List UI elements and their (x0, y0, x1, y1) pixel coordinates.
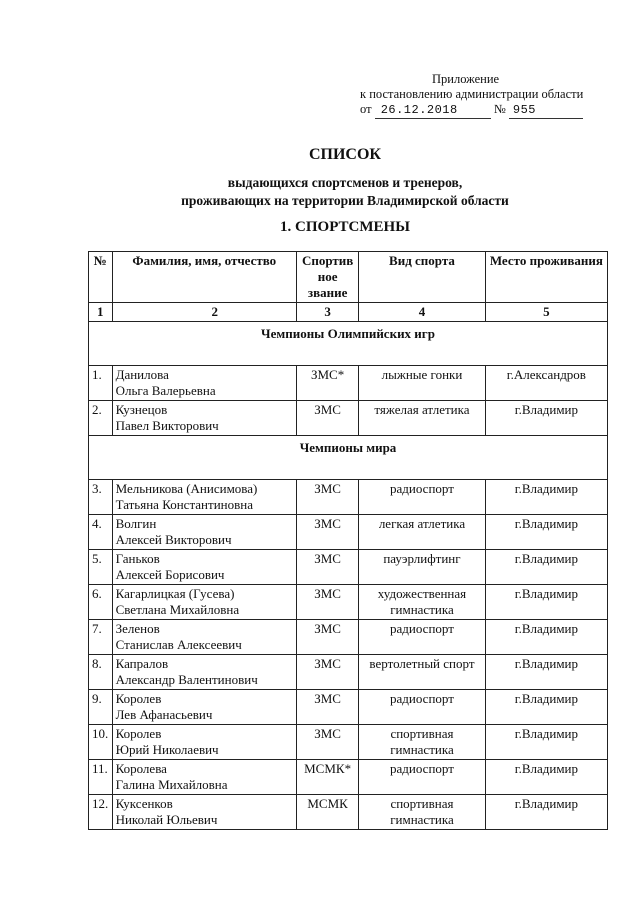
sport-rank: ЗМС* (297, 366, 359, 401)
sport-type: художественная гимнастика (359, 585, 486, 620)
sport-rank: ЗМС (297, 620, 359, 655)
given-names: Павел Викторович (115, 418, 219, 433)
surname: Королев (115, 726, 162, 741)
given-names: Алексей Викторович (115, 532, 232, 547)
row-number: 9. (89, 690, 113, 725)
surname: Кагарлицкая (Гусева) (115, 586, 235, 601)
surname: Капралов (115, 656, 169, 671)
given-names: Галина Михайловна (115, 777, 228, 792)
given-names: Юрий Николаевич (115, 742, 219, 757)
sport-rank: МСМК* (297, 760, 359, 795)
table-row (89, 585, 608, 620)
group-title: Чемпионы мира (89, 436, 608, 480)
residence: г.Владимир (485, 585, 607, 620)
header-name: Фамилия, имя, отчество (112, 252, 296, 303)
column-number: 1 (89, 303, 113, 322)
given-names: Лев Афанасьевич (115, 707, 213, 722)
row-number: 3. (89, 480, 113, 515)
decree-date: 26.12.2018 (375, 103, 491, 119)
column-number: 3 (297, 303, 359, 322)
column-numbers-row (89, 303, 608, 322)
row-number: 11. (89, 760, 113, 795)
row-number: 1. (89, 366, 113, 401)
sport-type: легкая атлетика (359, 515, 486, 550)
residence: г.Владимир (485, 760, 607, 795)
residence: г.Владимир (485, 401, 607, 436)
surname: Мельникова (Анисимова) (115, 481, 258, 496)
residence: г.Александров (485, 366, 607, 401)
sport-rank: ЗМС (297, 690, 359, 725)
sport-rank: ЗМС (297, 401, 359, 436)
sport-rank: МСМК (297, 795, 359, 830)
sport-type: радиоспорт (359, 620, 486, 655)
sport-type: спортивная гимнастика (359, 795, 486, 830)
given-names: Станислав Алексеевич (115, 637, 242, 652)
residence: г.Владимир (485, 550, 607, 585)
group-title: Чемпионы Олимпийских игр (89, 322, 608, 366)
row-number: 2. (89, 401, 113, 436)
surname: Ганьков (115, 551, 160, 566)
athlete-name (112, 366, 296, 401)
header-residence: Место проживания (485, 252, 607, 303)
row-number: 12. (89, 795, 113, 830)
row-number: 6. (89, 585, 113, 620)
subtitle-line-1: выдающихся спортсменов и тренеров, (227, 175, 463, 190)
sport-rank: ЗМС (297, 585, 359, 620)
given-names: Александр Валентинович (115, 672, 258, 687)
row-number: 5. (89, 550, 113, 585)
surname: Кузнецов (115, 402, 168, 417)
sport-type: тяжелая атлетика (359, 401, 486, 436)
appendix-date-line (360, 102, 610, 119)
table-row (89, 690, 608, 725)
header-number: № (89, 252, 113, 303)
appendix-block (360, 72, 610, 119)
decree-number: 955 (509, 103, 583, 119)
table-row (89, 550, 608, 585)
appendix-title: Приложение (432, 72, 500, 86)
athlete-name (112, 725, 296, 760)
row-number: 10. (89, 725, 113, 760)
appendix-decree: к постановлению администрации области (360, 87, 584, 101)
surname: Волгин (115, 516, 157, 531)
sport-rank: ЗМС (297, 480, 359, 515)
athletes-table (88, 251, 608, 830)
surname: Королев (115, 691, 162, 706)
column-number: 5 (485, 303, 607, 322)
document-title: СПИСОК (308, 146, 382, 163)
group-header-row (89, 322, 608, 366)
athlete-name (112, 690, 296, 725)
row-number: 8. (89, 655, 113, 690)
table-row (89, 401, 608, 436)
number-label: № (493, 102, 506, 116)
column-number: 4 (359, 303, 486, 322)
table-row (89, 515, 608, 550)
sport-type: спортивная гимнастика (359, 725, 486, 760)
table-row (89, 480, 608, 515)
sport-type: пауэрлифтинг (359, 550, 486, 585)
given-names: Ольга Валерьевна (115, 383, 216, 398)
residence: г.Владимир (485, 690, 607, 725)
athlete-name (112, 480, 296, 515)
athlete-name (112, 401, 296, 436)
sport-type: лыжные гонки (359, 366, 486, 401)
athlete-name (112, 760, 296, 795)
residence: г.Владимир (485, 515, 607, 550)
header-rank: Спортив ное звание (297, 252, 359, 303)
row-number: 4. (89, 515, 113, 550)
given-names: Николай Юльевич (115, 812, 218, 827)
surname: Данилова (115, 367, 169, 382)
residence: г.Владимир (485, 480, 607, 515)
sport-rank: ЗМС (297, 550, 359, 585)
table-row (89, 760, 608, 795)
sport-type: вертолетный спорт (359, 655, 486, 690)
column-number: 2 (112, 303, 296, 322)
table-header-row (89, 252, 608, 303)
table-row (89, 620, 608, 655)
sport-rank: ЗМС (297, 655, 359, 690)
athlete-name (112, 620, 296, 655)
athlete-name (112, 550, 296, 585)
section-title: 1. СПОРТСМЕНЫ (280, 219, 410, 235)
given-names: Алексей Борисович (115, 567, 225, 582)
sport-type: радиоспорт (359, 760, 486, 795)
from-label: от (360, 102, 372, 116)
surname: Куксенков (115, 796, 173, 811)
residence: г.Владимир (485, 620, 607, 655)
group-header-row (89, 436, 608, 480)
table-row (89, 795, 608, 830)
residence: г.Владимир (485, 725, 607, 760)
sport-rank: ЗМС (297, 725, 359, 760)
table-body (89, 322, 608, 830)
athlete-name (112, 585, 296, 620)
table-row (89, 366, 608, 401)
surname: Зеленов (115, 621, 160, 636)
table-row (89, 655, 608, 690)
athlete-name (112, 795, 296, 830)
document-subtitle (0, 174, 640, 210)
given-names: Татьяна Константиновна (115, 497, 253, 512)
residence: г.Владимир (485, 795, 607, 830)
subtitle-line-2: проживающих на территории Владимирской области (181, 193, 509, 208)
sport-type: радиоспорт (359, 690, 486, 725)
sport-rank: ЗМС (297, 515, 359, 550)
athlete-name (112, 655, 296, 690)
given-names: Светлана Михайловна (115, 602, 240, 617)
row-number: 7. (89, 620, 113, 655)
surname: Королева (115, 761, 167, 776)
header-sport: Вид спорта (359, 252, 486, 303)
sport-type: радиоспорт (359, 480, 486, 515)
table-row (89, 725, 608, 760)
athlete-name (112, 515, 296, 550)
residence: г.Владимир (485, 655, 607, 690)
